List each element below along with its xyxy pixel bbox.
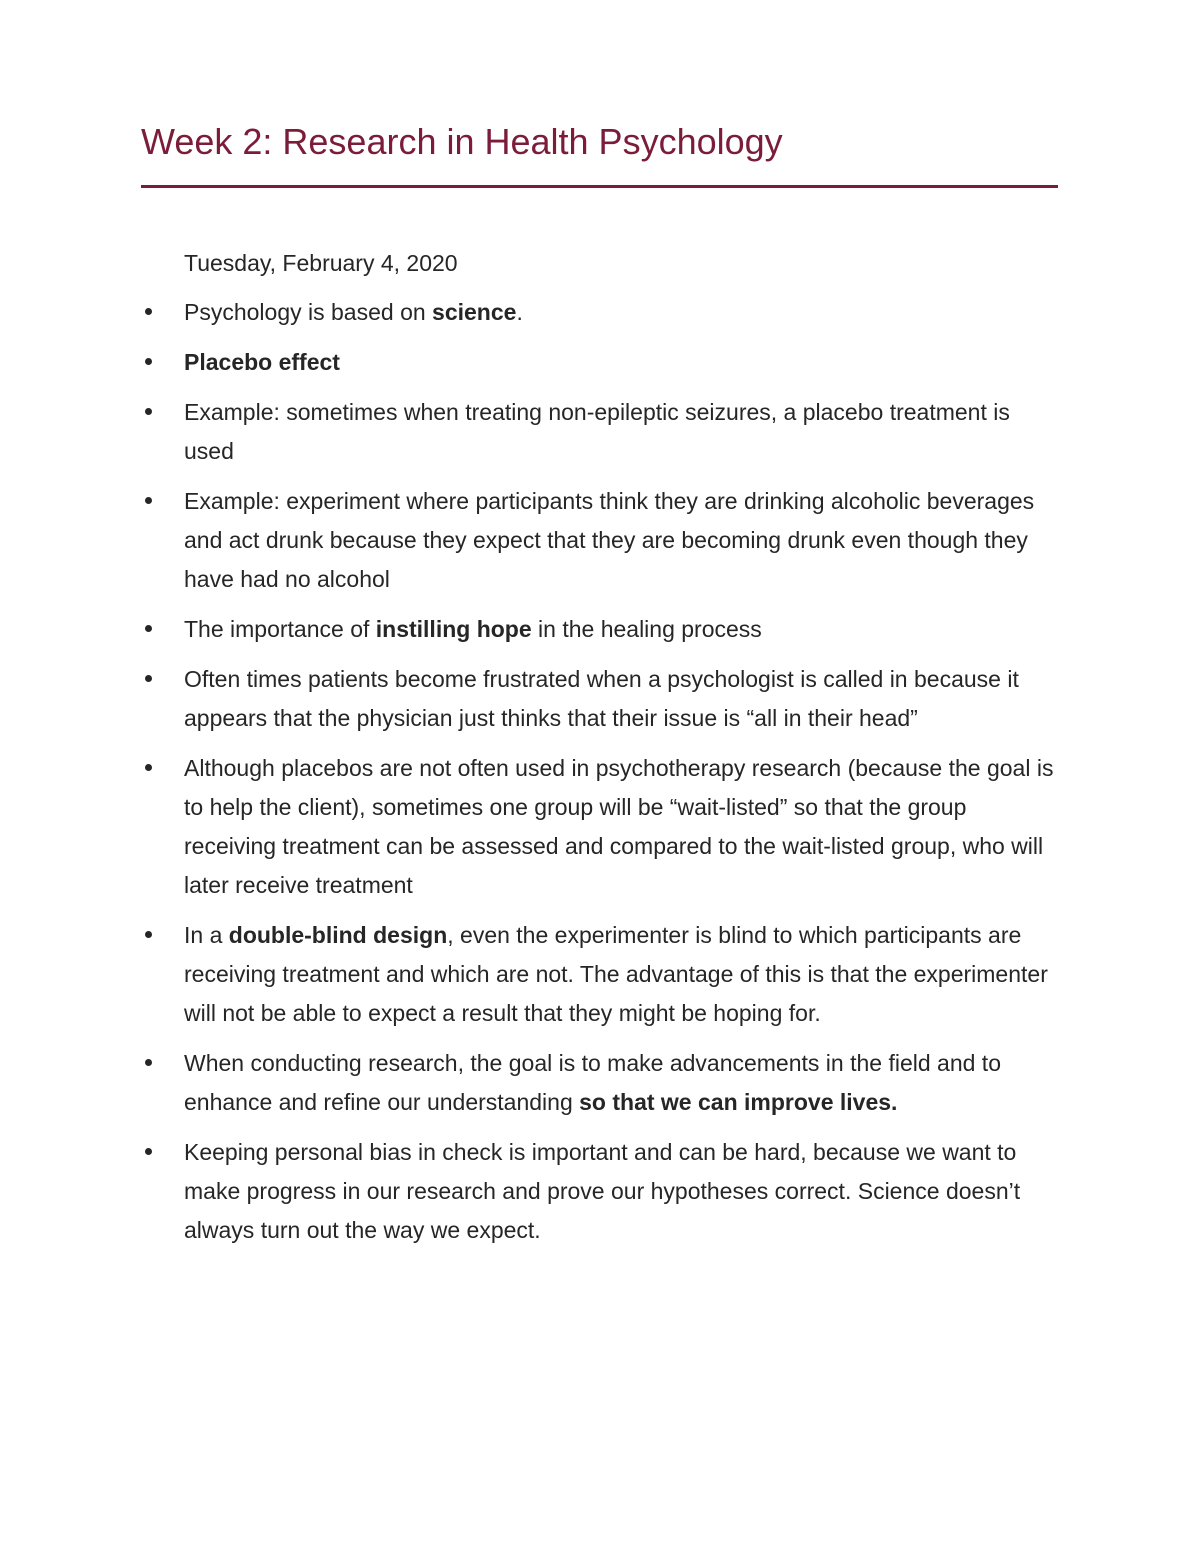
list-item	[184, 343, 1064, 382]
note-text: Although placebos are not often used in psychotherapy research (because the goal is to help the client), sometimes one group will be “wait-listed” so that the group receiving treatment can be assessed and compared to the wait-listed group, who will later receive treatment	[184, 755, 1054, 898]
note-emphasis: science	[432, 299, 517, 325]
note-text: Keeping personal bias in check is important and can be hard, because we want to make progress in our research and prove our hypotheses correct. Science doesn’t always turn out the way we expect.	[184, 1139, 1021, 1243]
note-text-end: in the healing process	[531, 616, 762, 642]
note-text-end: , even the experimenter is blind to which participants are receiving treatment and which are not. The advantage of this is that the experimenter will not be able to expect a result that they might be hoping for.	[184, 922, 1048, 1026]
note-text-end: .	[516, 299, 523, 325]
note-text: Psychology is based on	[184, 299, 433, 325]
note-text: Often times patients become frustrated when a psychologist is called in because it appears that the physician just thinks that their issue is “all in their head”	[184, 666, 1019, 731]
note-emphasis: so that we can improve lives.	[579, 1089, 898, 1115]
note-text: The importance of	[184, 616, 376, 642]
note-text: In a	[184, 922, 229, 948]
note-emphasis: double-blind design	[228, 922, 448, 948]
notes-list	[184, 293, 1064, 1261]
note-text: Example: sometimes when treating non-epileptic seizures, a placebo treatment is used	[184, 399, 1010, 464]
list-item	[184, 1133, 1064, 1250]
page-title: Week 2: Research in Health Psychology	[141, 121, 783, 162]
list-item	[184, 916, 1064, 1033]
list-item	[184, 393, 1064, 471]
note-emphasis: instilling hope	[375, 616, 532, 642]
list-item	[184, 293, 1064, 332]
note-text: When conducting research, the goal is to make advancements in the field and to enhance and refine our understanding	[184, 1050, 1001, 1115]
list-item	[184, 482, 1064, 599]
list-item	[184, 1044, 1064, 1122]
title-divider	[141, 185, 1058, 188]
note-text: Example: experiment where participants think they are drinking alcoholic beverages and act drunk because they expect that they are becoming drunk even though they have had no alcohol	[184, 488, 1035, 592]
note-date: Tuesday, February 4, 2020	[184, 250, 458, 276]
list-item	[184, 610, 1064, 649]
list-item	[184, 660, 1064, 738]
list-item	[184, 749, 1064, 905]
note-emphasis: Placebo effect	[184, 349, 340, 375]
